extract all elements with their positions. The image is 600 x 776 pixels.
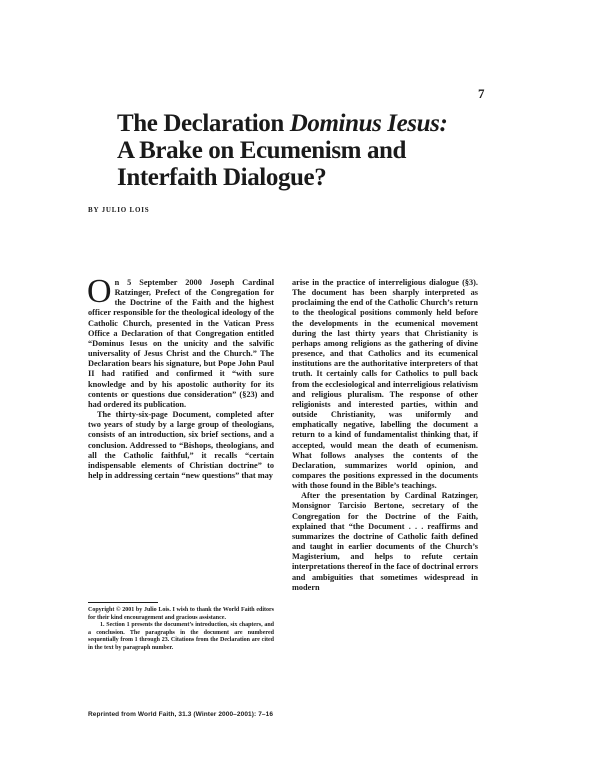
drop-cap: O	[87, 273, 112, 310]
paragraph: On 5 September 2000 Joseph Cardinal Ratzinger, Prefect of the Congregation for the Doctrine of the Faith and the highest officer responsible for the theological ideology of the Catholic Church, presented in the Vatican Press Office a Declaration of that Congregation entitled “Dominus Iesus on the unicity and the salvific universality of Jesus Christ and the Church.” The Declaration bears his signature, but Pope John Paul II had ratified and confirmed it “with sure knowledge and by his apostolic authority for its contents or questions due consideration” (§23) and had ordered its publication.	[87, 273, 274, 409]
title-line-3: Interfaith Dialogue?	[117, 164, 327, 191]
footnote-1: 1. Section 1 presents the document’s introduction, six chapters, and a conclusion. The paragraphs in the document are numbered sequentially from 1 through 23. Citations from the Declaration are cited in the text by paragraph number.	[88, 622, 274, 651]
title-roman: The Declaration	[117, 110, 290, 137]
paragraph: arise in the practice of interreligious dialogue (§3). The document has been sharply interpreted as proclaiming the end of the Catholic Church’s return to the theological positions commonly held before the developments in the ecumenical movement during the last thirty years that Christianity is perhaps among religions as the gathering of divine presence, and that Catholics and its ecumenical institutions are the authoritative interpreters of that truth. It certainly calls for Catholics to pull back from the ecclesiological and interreligious relativism and religious pluralism. The response of other religionists and interested parties, within and outside Christianity, was uniformly and emphatically negative, labelling the document a return to a kind of fundamentalist thinking that, if accepted, would mean the death of ecumenism. What follows analyses the contents of the Declaration, summarizes world opinion, and compares the positions expressed in the documents with those found in the Bible’s teachings.	[292, 278, 478, 491]
body-column-right	[292, 278, 478, 593]
footnote-copyright: Copyright © 2001 by Julio Lois. I wish to thank the World Faith editors for their kind encouragement and gracious assistance.	[88, 607, 274, 621]
paragraph: After the presentation by Cardinal Ratzinger, Monsignor Tarcisio Bertone, secretary of the Congregation for the Doctrine of the Faith, explained that “the Document . . . reaffirms and summarizes the doctrine of Catholic faith defined and taught in earlier documents of the Church’s Magisterium, and helps to refute certain interpretations thereof in the face of doctrinal errors and ambiguities that sometimes widespread in modern	[292, 491, 478, 592]
footnote-divider	[88, 602, 158, 603]
byline: BY JULIO LOIS	[88, 206, 150, 214]
article-title	[117, 110, 497, 191]
footnotes	[88, 607, 274, 653]
title-line-2: A Brake on Ecumenism and	[117, 137, 407, 164]
title-italic: Dominus Iesus:	[289, 110, 448, 137]
page-number: 7	[478, 86, 485, 101]
paragraph: The thirty-six-page Document, completed after two years of study by a large group of theologians, consists of an introduction, six brief sections, and a conclusion. Addressed to “Bishops, theologians, and all the Catholic faithful,” it recalls “certain indispensable elements of Christian doctrine” to help in addressing certain “new questions” that may	[88, 410, 274, 480]
running-footer: Reprinted from World Faith, 31.3 (Winter 2000–2001): 7–16	[88, 711, 274, 718]
body-column-left	[87, 273, 274, 481]
